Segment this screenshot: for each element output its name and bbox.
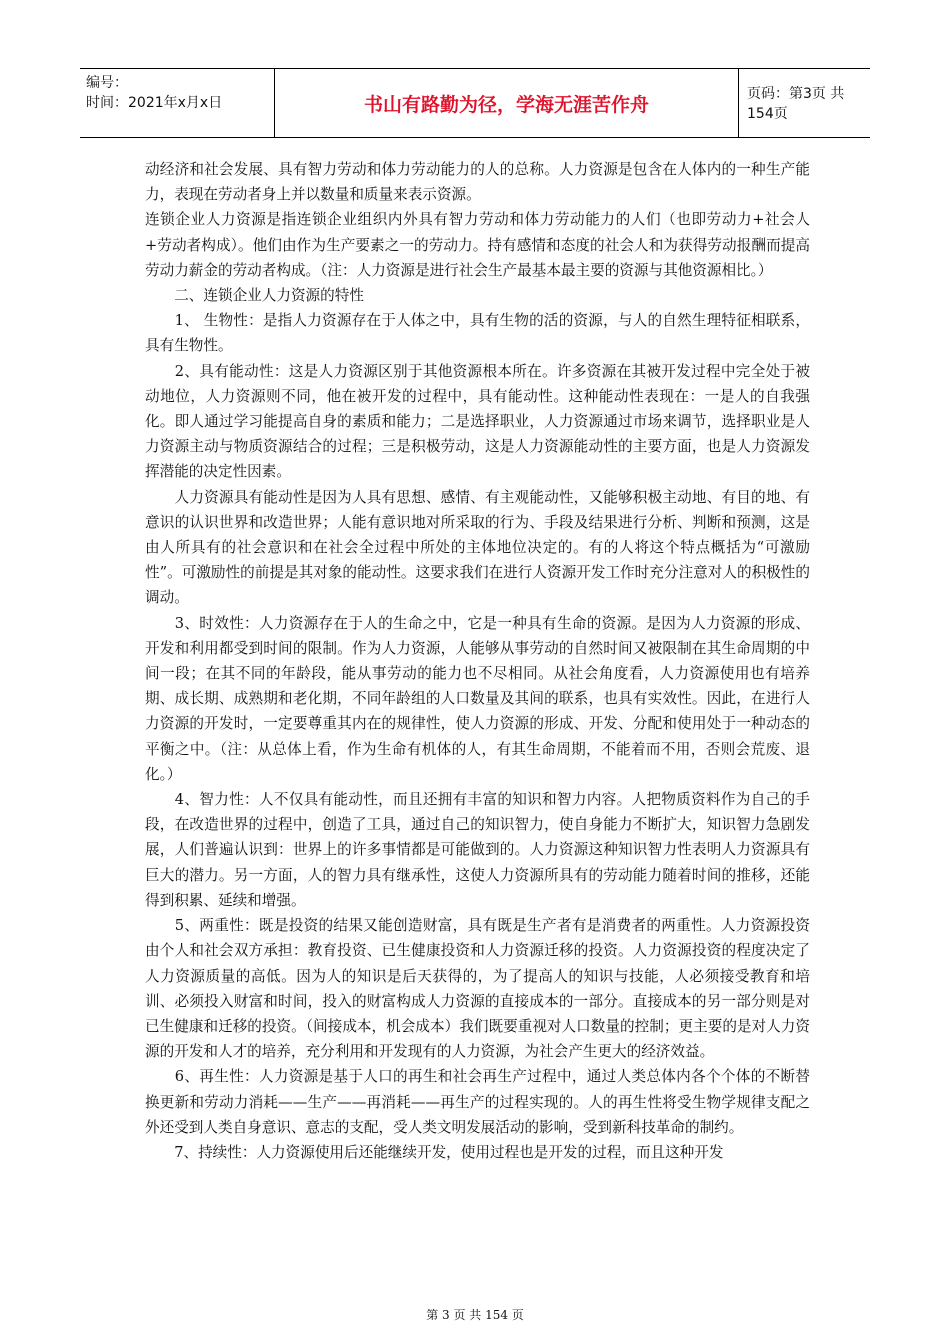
header-page-label: 页码：第3页 共154页 bbox=[747, 86, 845, 122]
paragraph: 6、再生性：人力资源是基于人口的再生和社会再生产过程中，通过人类总体内各个个体的不断替换更新和劳动力消耗——生产——再消耗——再生产的过程实现的。人的再生性将受生物学规律支配之外还受到人类自身意识、意志的支配，受人类文明发展活动的影响，受到新科技革命的制约。 bbox=[145, 1068, 810, 1136]
date-label: 时间：2021年x月x日 bbox=[86, 95, 223, 111]
paragraph: 动经济和社会发展、具有智力劳动和体力劳动能力的人的总称。人力资源是包含在人体内的一种生产能力，表现在劳动者身上并以数量和质量来表示资源。 bbox=[145, 161, 810, 204]
document-header bbox=[80, 68, 870, 138]
paragraph: 人力资源具有能动性是因为人具有思想、感情、有主观能动性，又能够积极主动地、有目的地、有意识的认识世界和改造世界；人能有意识地对所采取的行为、手段及结果进行分析、判断和预测，这是由人所具有的社会意识和在社会全过程中所处的主体地位决定的。有的人将这个特点概括为“可激励性”。可激励性的前提是其对象的能动性。这要求我们在进行人资源开发工作时充分注意对人的积极性的调动。 bbox=[145, 488, 810, 607]
paragraph: 2、具有能动性：这是人力资源区别于其他资源根本所在。许多资源在其被开发过程中完全处于被动地位，人力资源则不同，他在被开发的过程中，具有能动性。这种能动性表现在：一是人的自我强化。即人通过学习能提高自身的素质和能力；二是选择职业，人力资源通过市场来调节，选择职业是人力资源主动与物质资源结合的过程；三是积极劳动，这是人力资源能动性的主要方面，也是人力资源发挥潜能的决定性因素。 bbox=[145, 362, 810, 481]
header-motto: 书山有路勤为径，学海无涯苦作舟 bbox=[275, 69, 739, 137]
section-heading: 二、连锁企业人力资源的特性 bbox=[145, 287, 364, 305]
page-footer: 第 3 页 共 154 页 bbox=[426, 1308, 524, 1322]
paragraph: 7、持续性：人力资源使用后还能继续开发，使用过程也是开发的过程，而且这种开发 bbox=[145, 1143, 724, 1161]
paragraph: 5、两重性：既是投资的结果又能创造财富，具有既是生产者有是消费者的两重性。人力资源投资由个人和社会双方承担：教育投资、已生健康投资和人力资源迁移的投资。人力资源投资的程度决定了人力资源质量的高低。因为人的知识是后天获得的，为了提高人的知识与技能，人必须接受教育和培训、必须投入财富和时间，投入的财富构成人力资源的直接成本的一部分。直接成本的另一部分则是对已生健康和迁移的投资。（间接成本，机会成本）我们既要重视对人口数量的控制；更主要的是对人力资源的开发和人才的培养，充分利用和开发现有的人力资源，为社会产生更大的经济效益。 bbox=[145, 917, 810, 1061]
paragraph: 连锁企业人力资源是指连锁企业组织内外具有智力劳动和体力劳动能力的人们（也即劳动力+社会人+劳动者构成）。他们由作为生产要素之一的劳动力。持有感情和态度的社会人和为获得劳动报酬而提高劳动力薪金的劳动者构成。（注：人力资源是进行社会生产最基本最主要的资源与其他资源相比。） bbox=[145, 211, 810, 279]
paragraph: 4、智力性：人不仅具有能动性，而且还拥有丰富的知识和智力内容。人把物质资料作为自己的手段，在改造世界的过程中，创造了工具，通过自己的知识智力，使自身能力不断扩大，知识智力急剧发展，人们普遍认识到：世界上的许多事情都是可能做到的。人力资源这种知识智力性表明人力资源具有巨大的潜力。另一方面，人的智力具有继承性，这使人力资源所具有的劳动能力随着时间的推移，还能得到积累、延续和增强。 bbox=[145, 791, 810, 909]
header-meta bbox=[80, 69, 275, 137]
paragraph: 3、时效性：人力资源存在于人的生命之中，它是一种具有生命的资源。是因为人力资源的形成、开发和利用都受到时间的限制。作为人力资源，人能够从事劳动的自然时间又被限制在其生命周期的中间一段；在其不同的年龄段，能从事劳动的能力也不尽相同。从社会角度看，人力资源使用也有培养期、成长期、成熟期和老化期，不同年龄组的人口数量及其间的联系，也具有实效性。因此，在进行人力资源的开发时，一定要尊重其内在的规律性，使人力资源的形成、开发、分配和使用处于一种动态的平衡之中。（注：从总体上看，作为生命有机体的人，有其生命周期，不能着而不用，否则会荒废、退化。） bbox=[145, 614, 810, 783]
paragraph: 1、 生物性：是指人力资源存在于人体之中，具有生物的活的资源，与人的自然生理特征相联系，具有生物性。 bbox=[145, 312, 810, 355]
document-body bbox=[145, 157, 810, 1165]
number-label: 编号： bbox=[86, 75, 128, 91]
